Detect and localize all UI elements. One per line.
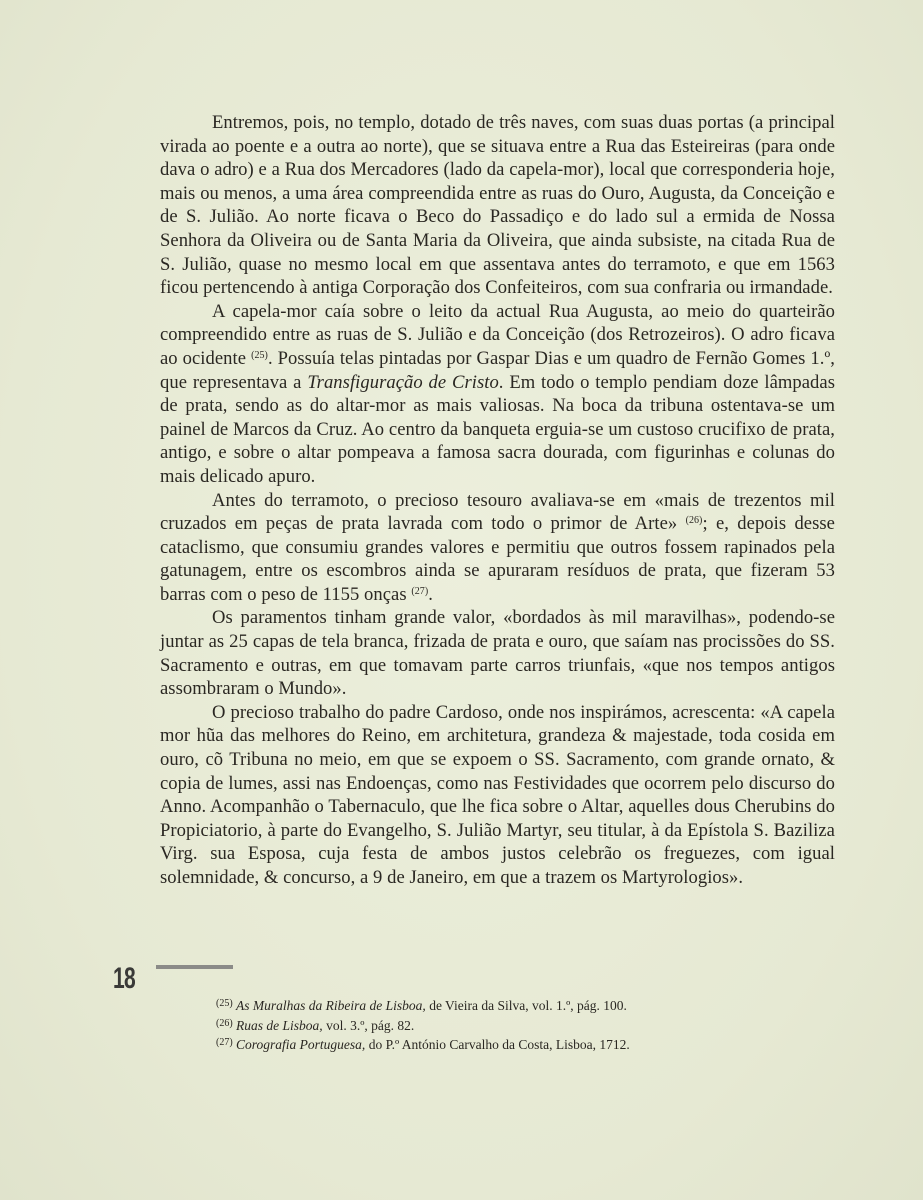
paragraph-3-text-c: .	[428, 583, 433, 605]
paragraph-3-text-a: Antes do terramoto, o precioso tesouro avaliava-se em «mais de trezentos mil cruzados em peças de prata lavrada com todo o primor de Arte»	[160, 489, 835, 535]
paragraph-3	[160, 489, 835, 607]
body-text	[160, 111, 835, 890]
footnote-mark: (27)	[216, 1037, 233, 1048]
footnote-rest: de Vieira da Silva, vol. 1.º, pág. 100.	[425, 998, 627, 1013]
footnote-mark: (26)	[216, 1017, 233, 1029]
footnote-rest: do P.º António Carvalho da Costa, Lisboa, 1712.	[365, 1037, 630, 1052]
paragraph-4: Os paramentos tinham grande valor, «bordados às mil maravilhas», podendo-se juntar as 25 capas de tela branca, frizada de prata e ouro, que saíam nas procissões do SS. Sacramento e outras, em que tomavam parte carros triunfais, «que nos tempos antigos assombraram o Mundo».	[160, 607, 835, 700]
footnote-rule	[156, 965, 233, 969]
paragraph-1: Entremos, pois, no templo, dotado de três naves, com suas duas portas (a principal virada ao poente e a outra ao norte), que se situava entre a Rua das Esteireiras (para onde dava o adro) e a Rua dos Mercadores (lado da capela-mor), local que corresponderia hoje, mais ou menos, a uma área compreendida entre as ruas do Ouro, Augusta, da Conceição e de S. Julião. Ao norte ficava o Beco do Passadiço e do lado sul a ermida de Nossa Senhora da Oliveira ou de Santa Maria da Oliveira, que ainda subsiste, na citada Rua de S. Julião, quase no mesmo local em que assentava antes do terramoto, e que em 1563 ficou pertencendo à antiga Corporação dos Confeiteiros, com sua confraria ou irmandade.	[160, 112, 835, 299]
footnote-rest: vol. 3.º, pág. 82.	[322, 1017, 415, 1033]
paragraph-5: O precioso trabalho do padre Cardoso, onde nos inspirámos, acrescenta: «A capela mor hũa das melhores do Reino, em architetura, grandeza & majestade, toda cosida em ouro, cõ Tribuna no meio, em que se expoem o SS. Sacramento, com grande ornato, & copia de lumes, assi nas Endoenças, como nas Festividades que ocorrem pelo discurso do Anno. Acompanhão o Tabernaculo, que lhe fica sobre o Altar, aquelles dous Cherubins do Propiciatorio, à parte do Evangelho, S. Julião Martyr, seu titular, à da Epístola S. Baziliza Virg. sua Esposa, cuja festa de ambos justos celebrão os freguezes, com igual solemnidade, & concurso, a 9 de Janeiro, em que a trazem os Martyrologios».	[160, 701, 835, 888]
paragraph-2-text-c: . Em todo o templo pendiam doze lâmpadas de prata, sendo as do altar-mor as mais valiosas. Na boca da tribuna ostentava-se um painel de Marcos da Cruz. Ao centro da banqueta erguia-se um custoso crucifixo de prata, antigo, e sobre o altar pompeava a famosa sacra dourada, com figurinhas e colunas do mais delicado apuro.	[160, 371, 835, 487]
footnote-ref-25: (25)	[251, 349, 268, 361]
footnote-title: Ruas de Lisboa,	[236, 1017, 323, 1033]
footnote-26	[216, 1015, 776, 1035]
footnote-title: Corografia Portuguesa,	[236, 1037, 366, 1052]
footnote-27	[216, 1034, 776, 1054]
paragraph-2-text-a: A capela-mor caía sobre o leito da actual Rua Augusta, ao meio do quarteirão compreendido entre as ruas de S. Julião e da Conceição (dos Retrozeiros). O adro ficava ao ocidente	[160, 300, 835, 369]
footnote-title: As Muralhas da Ribeira de Lisboa,	[236, 998, 426, 1013]
footnote-ref-27: (27)	[411, 585, 429, 597]
footnotes	[216, 995, 776, 1054]
paragraph-2	[160, 300, 835, 489]
page-number: 18	[113, 962, 135, 995]
footnote-ref-26: (26)	[685, 515, 703, 527]
paragraph-3-text-b: ; e, depois desse cataclismo, que consumiu grandes valores e permitiu que outros fossem rapinados pela gatunagem, entre os escombros ainda se apuraram resíduos de prata, que fizeram 53 barras com o peso de 1155 onças	[160, 513, 835, 605]
footnote-25	[216, 995, 776, 1015]
italic-title: Transfiguração de Cristo	[307, 371, 499, 393]
footnote-mark: (25)	[216, 998, 233, 1009]
paragraph-2-text-b: . Possuía telas pintadas por Gaspar Dias e um quadro de Fernão Gomes 1.º, que representava a	[160, 347, 835, 393]
